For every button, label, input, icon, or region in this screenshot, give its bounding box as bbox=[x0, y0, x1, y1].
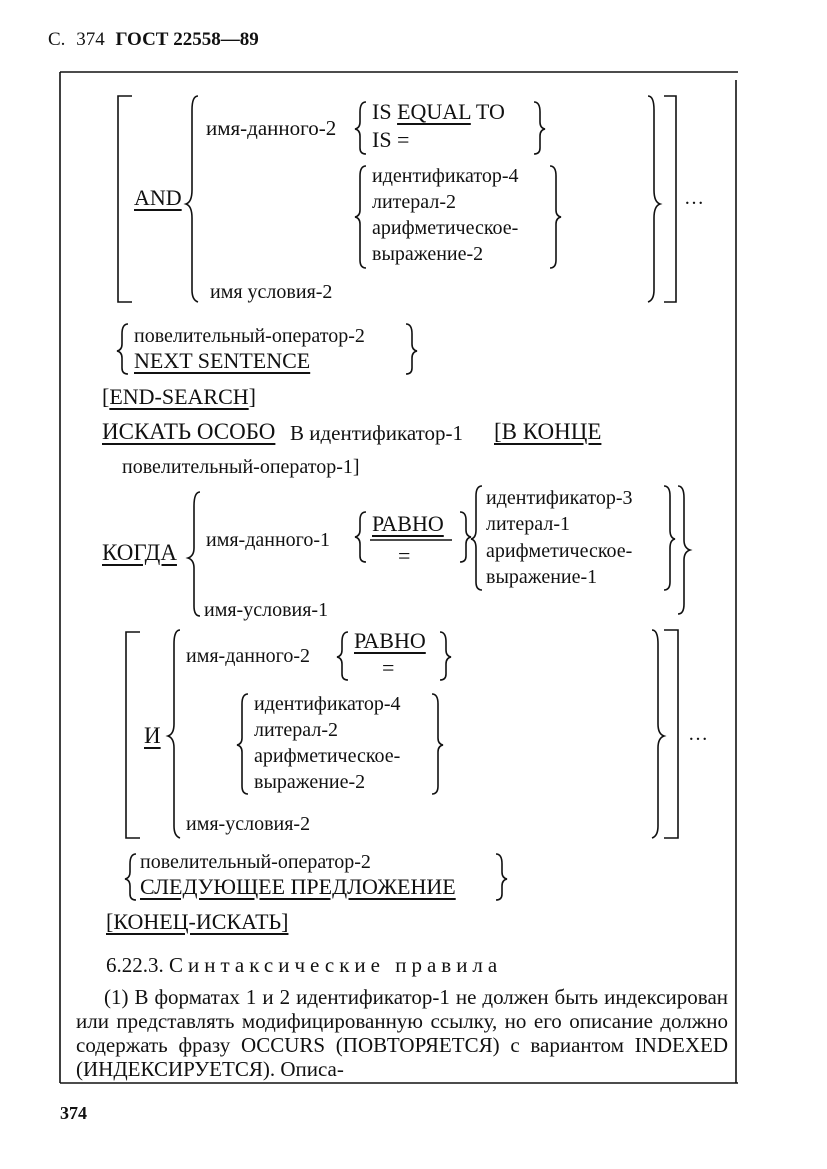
paragraph-text: (1) В форматах 1 и 2 идентификатор-1 не должен быть индексирован или представлять модифицированную ссылку, но его описание должно содержать фразу OCCURS (ПОВТОРЯЕТСЯ) с вариантом INDEXED (ИНДЕКСИРУЕТСЯ). Описа- bbox=[76, 985, 728, 1081]
search-all: ИСКАТЬ ОСОБО bbox=[102, 419, 276, 444]
header-standard: ГОСТ 22558—89 bbox=[115, 29, 259, 50]
data-name-2-label: имя-данного-2 bbox=[206, 116, 337, 140]
in-identifier-1: В идентификатор-1 bbox=[290, 421, 464, 445]
and-keyword: AND bbox=[134, 185, 182, 210]
section-title: Синтаксические правила bbox=[169, 953, 503, 977]
condition-name-1: имя-условия-1 bbox=[204, 599, 329, 621]
imperative-2-eng: повелительный-оператор-2 bbox=[134, 325, 365, 347]
opt2-literal-2: литерал-2 bbox=[254, 719, 338, 741]
equal-kw: РАВНО bbox=[372, 511, 444, 536]
opt2-arith-2: выражение-2 bbox=[254, 771, 366, 793]
imperative-1: повелительный-оператор-1] bbox=[122, 456, 360, 478]
header-section: С. bbox=[48, 29, 66, 50]
condition-name-2-ru: имя-условия-2 bbox=[186, 813, 311, 835]
and-ru-keyword: И bbox=[144, 723, 161, 748]
end-search: [END-SEARCH] bbox=[102, 384, 256, 409]
ellipsis-2: … bbox=[688, 723, 708, 745]
page-number: 374 bbox=[60, 1103, 87, 1123]
imperative-2-ru: повелительный-оператор-2 bbox=[140, 851, 371, 873]
end-search-ru: [КОНЕЦ-ИСКАТЬ] bbox=[106, 909, 289, 934]
data-name-1: имя-данного-1 bbox=[206, 529, 331, 551]
section-number: 6.22.3. bbox=[106, 953, 164, 977]
header-page: 374 bbox=[76, 29, 105, 50]
eq-symbol-2: = bbox=[382, 655, 395, 680]
data-name-2-ru: имя-данного-2 bbox=[186, 645, 311, 667]
next-sentence: NEXT SENTENCE bbox=[134, 348, 311, 373]
opt2-arith-1: арифметическое- bbox=[254, 745, 401, 767]
option-literal-2: литерал-2 bbox=[372, 191, 456, 213]
option-arith-2: выражение-2 bbox=[372, 243, 484, 265]
opt1-literal-1: литерал-1 bbox=[486, 513, 570, 535]
opt1-arith-2: выражение-1 bbox=[486, 566, 598, 588]
next-sentence-ru: СЛЕДУЮЩЕЕ ПРЕДЛОЖЕНИЕ bbox=[140, 874, 456, 899]
opt2-identifier-4: идентификатор-4 bbox=[254, 693, 401, 715]
is-eq-symbol: IS = bbox=[372, 127, 410, 152]
section-heading bbox=[106, 955, 502, 976]
option-identifier-4: идентификатор-4 bbox=[372, 165, 519, 187]
is-equal-to: IS EQUAL TO bbox=[372, 99, 505, 124]
opt1-identifier-3: идентификатор-3 bbox=[486, 487, 633, 509]
option-arith-1: арифметическое- bbox=[372, 217, 519, 239]
opt1-arith-1: арифметическое- bbox=[486, 540, 633, 562]
eq-symbol-1: = bbox=[398, 543, 411, 568]
ellipsis-1: … bbox=[684, 187, 704, 209]
at-end: [В КОНЦЕ bbox=[494, 419, 602, 444]
equal-kw-2: РАВНО bbox=[354, 628, 426, 653]
when-keyword: КОГДА bbox=[102, 540, 177, 565]
condition-name-2: имя условия-2 bbox=[210, 281, 333, 303]
